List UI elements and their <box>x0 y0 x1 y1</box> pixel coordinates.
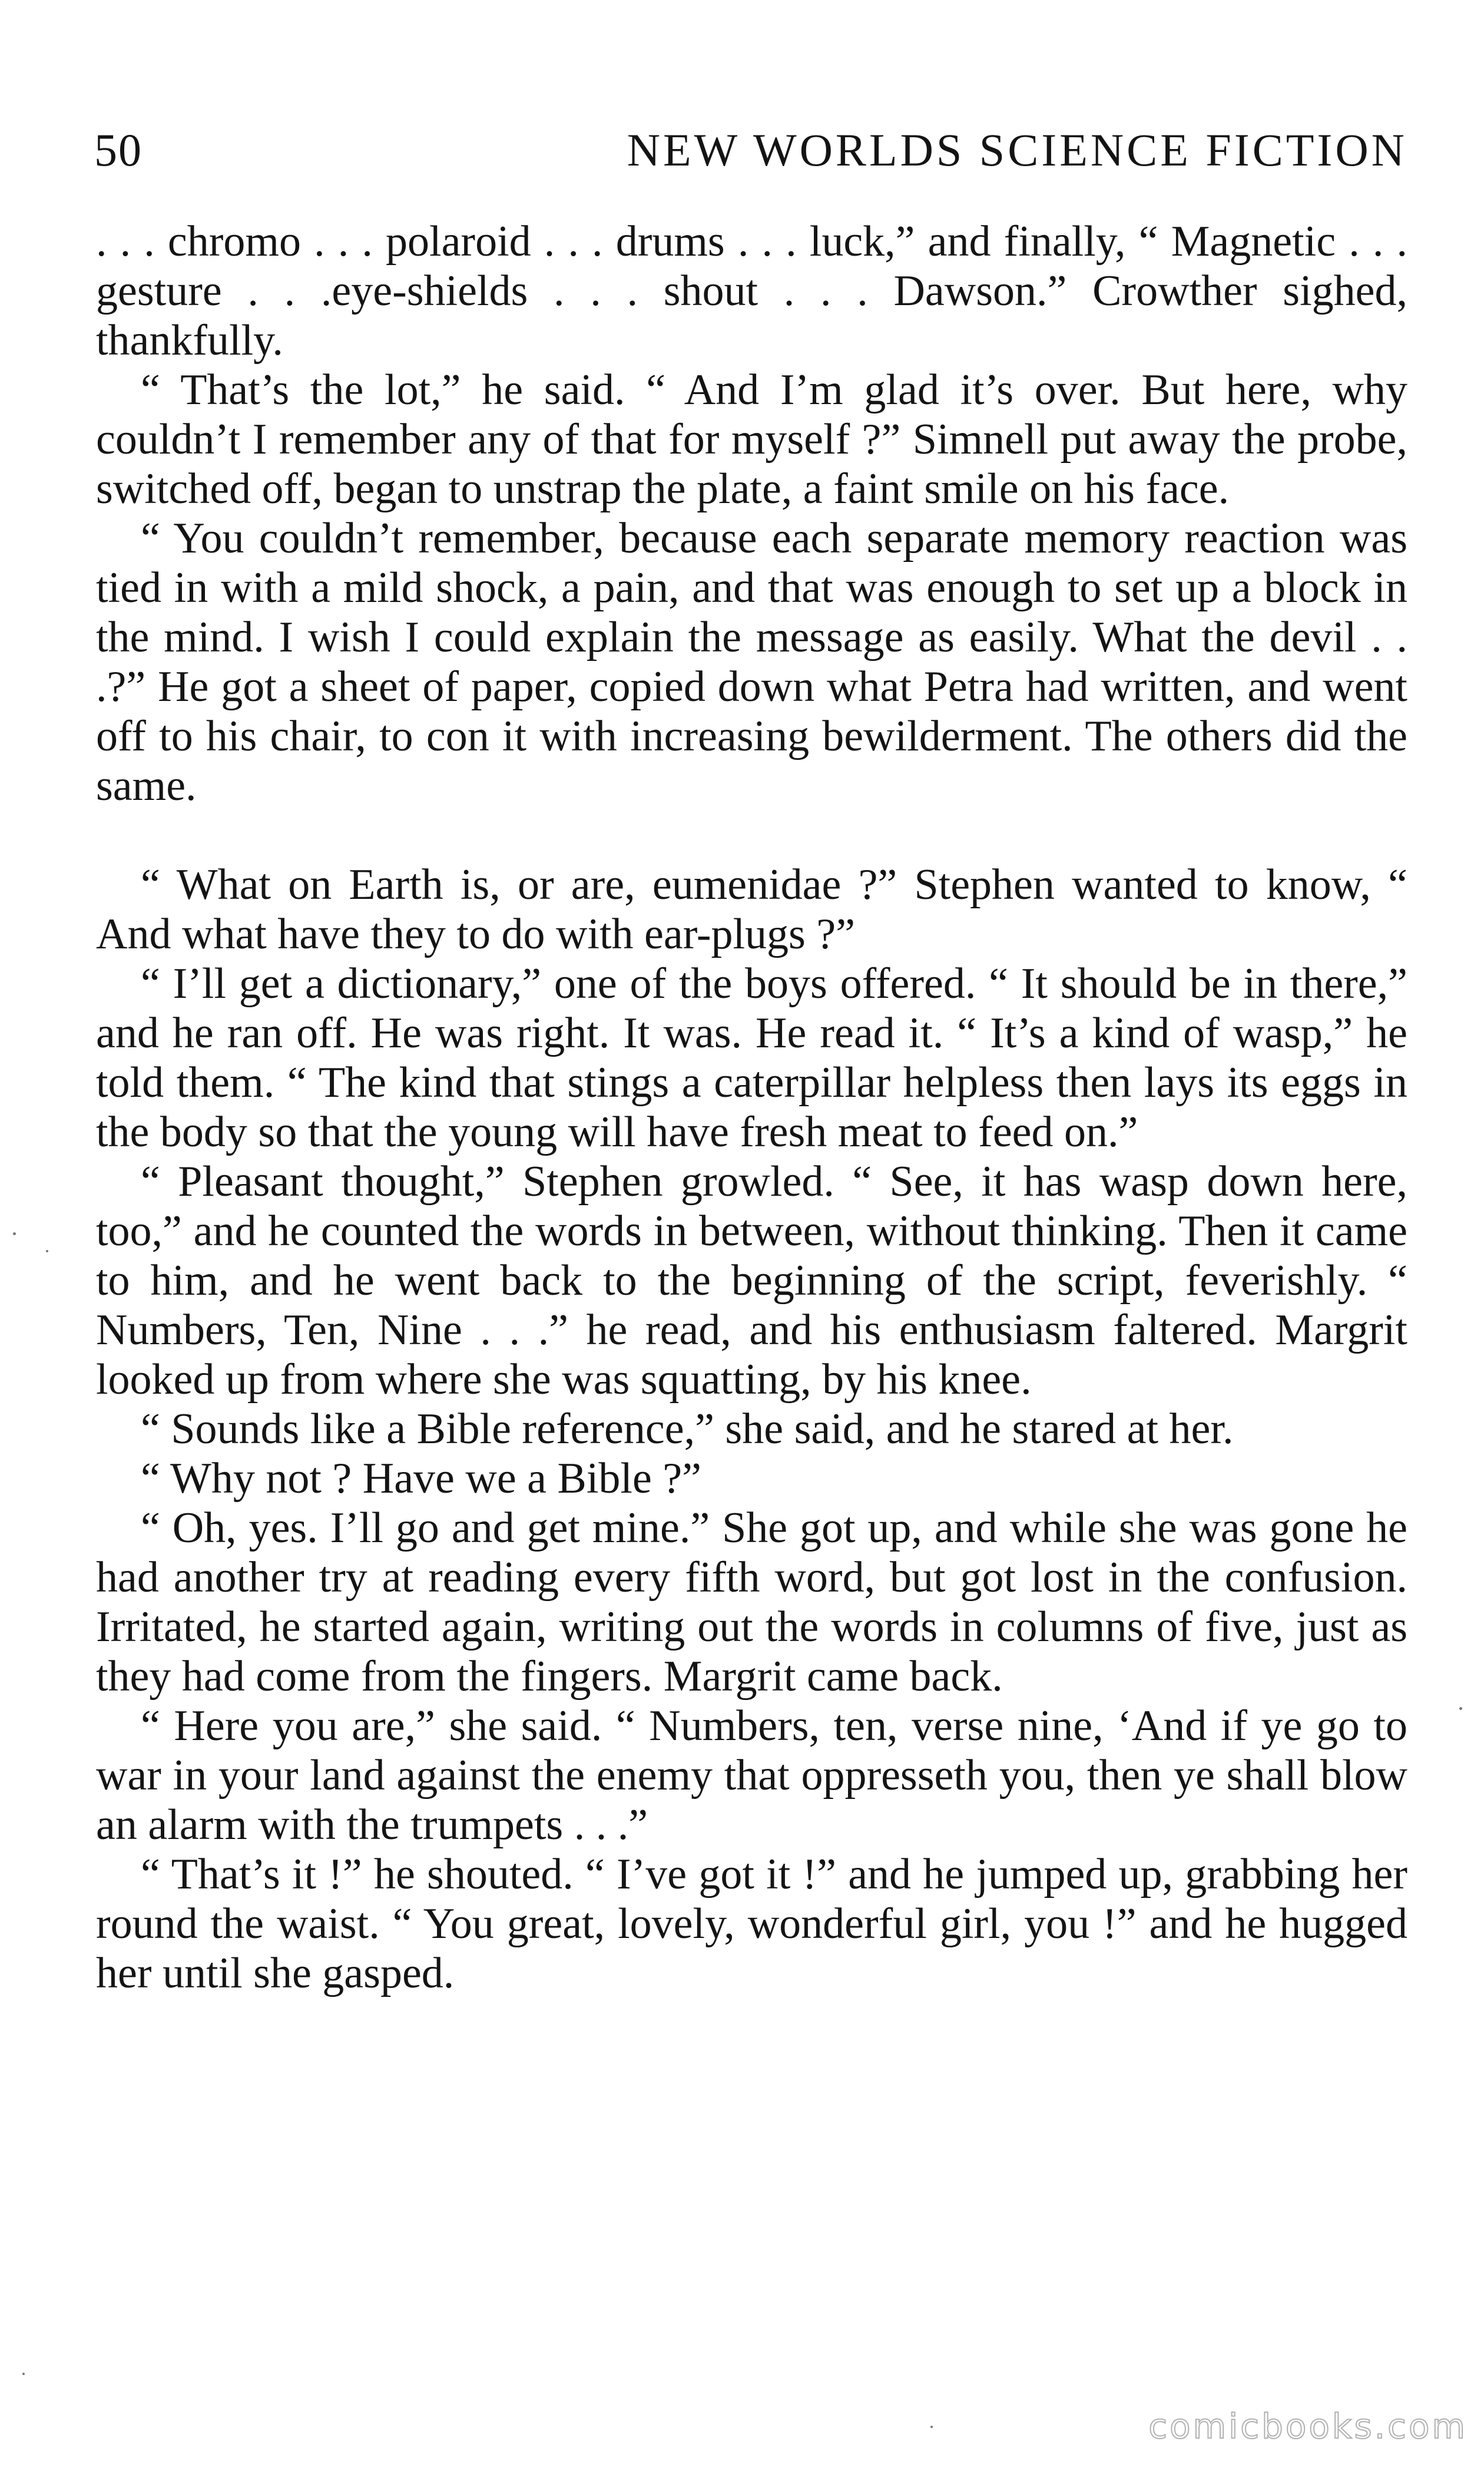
paragraph-3: “ You couldn’t remember, because each separate memory reaction was tied in with a mild shock, a pain, and that was enough to set up a block in the mind. I wish I could explain the message as easily. What the devil . . .?” He got a sheet of paper, copied down what Petra had written, and went off to his chair, to con it with increasing bewilderment. The others did the same. <box>96 514 1407 810</box>
paragraph-10: “ Here you are,” she said. “ Numbers, ten, verse nine, ‘And if ye go to war in your land against the enemy that oppresseth you, then ye shall blow an alarm with the trumpets . . .” <box>96 1702 1407 1849</box>
paragraph-6: “ Pleasant thought,” Stephen growled. “ See, it has wasp down here, too,” and he counted the words in between, without thinking. Then it came to him, and he went back to the beginning of the script, feverishly. “ Numbers, Ten, Nine . . .” he read, and his enthusiasm faltered. Margrit looked up from where she was squatting, by his knee. <box>96 1157 1407 1404</box>
scan-speck <box>930 2426 933 2428</box>
page-number: 50 <box>94 124 143 176</box>
paragraph-1: . . . chromo . . . polaroid . . . drums . . . luck,” and finally, “ Magnetic . . . gesture . . .eye-shields . . . shout . . . Dawson.” Crowther sighed, thankfully. <box>96 217 1407 365</box>
paragraph-5: “ I’ll get a dictionary,” one of the boys offered. “ It should be in there,” and he ran off. He was right. It was. He read it. “ It’s a kind of wasp,” he told them. “ The kind that stings a caterpillar helpless then lays its eggs in the body so that the young will have fresh meat to feed on.” <box>96 960 1407 1156</box>
scan-speck <box>13 1232 16 1235</box>
paragraph-2: “ That’s the lot,” he said. “ And I’m glad it’s over. But here, why couldn’t I remember any of that for myself ?” Simnell put away the probe, switched off, began to unstrap the plate, a faint smile on his face. <box>96 366 1407 513</box>
scan-speck <box>1459 1707 1462 1710</box>
paragraph-8: “ Why not ? Have we a Bible ?” <box>141 1454 702 1503</box>
watermark-logo: comicbooks.com <box>1148 2406 1468 2446</box>
scan-speck <box>46 1250 48 1252</box>
journal-title: NEW WORLDS SCIENCE FICTION <box>627 124 1407 176</box>
running-head <box>94 115 1407 186</box>
scan-speck <box>22 2373 25 2375</box>
paragraph-11: “ That’s it !” he shouted. “ I’ve got it !” and he jumped up, grabbing her round the waist. “ You great, lovely, wonderful girl, you !” and he hugged her until she gasped. <box>96 1850 1407 1997</box>
story-text <box>96 217 1407 1998</box>
paragraph-7: “ Sounds like a Bible reference,” she said, and he stared at her. <box>141 1405 1234 1453</box>
paragraph-4: “ What on Earth is, or are, eumenidae ?” Stephen wanted to know, “ And what have they to do with ear-plugs ?” <box>96 861 1407 958</box>
paragraph-9: “ Oh, yes. I’ll go and get mine.” She got up, and while she was gone he had another try at reading every fifth word, but got lost in the confusion. Irritated, he started again, writing out the words in columns of five, just as they had come from the fingers. Margrit came back. <box>96 1504 1407 1701</box>
